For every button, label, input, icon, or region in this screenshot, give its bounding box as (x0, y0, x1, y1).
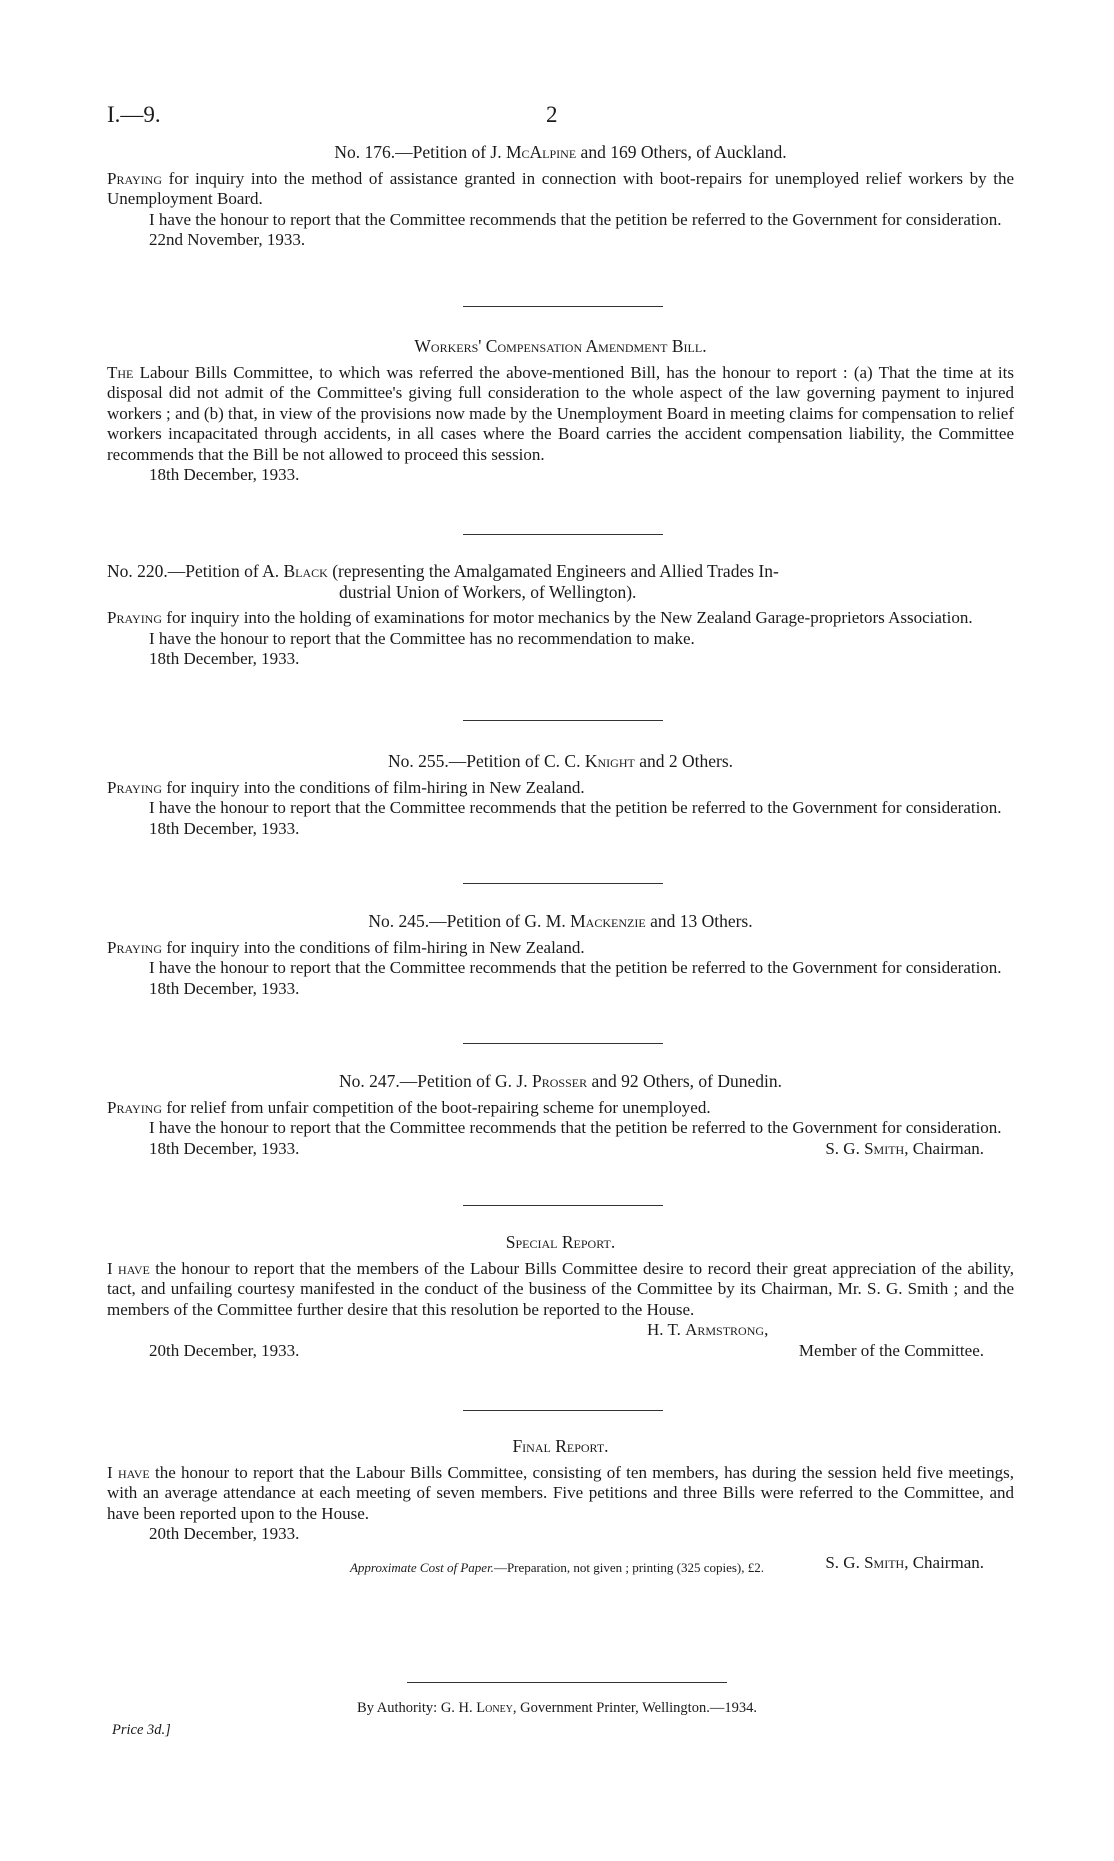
document-code: I.—9. (107, 102, 161, 127)
page-number: 2 (546, 102, 558, 127)
section-title: No. 247.—Petition of G. J. Prosser and 92 Others, of Dunedin. (339, 1071, 782, 1091)
member-signature: H. T. Armstrong, (647, 1320, 769, 1339)
section-divider (463, 883, 663, 884)
report-date: 18th December, 1933. (149, 465, 300, 484)
report-date: 20th December, 1933. (149, 1524, 300, 1543)
section-title: No. 176.—Petition of J. McAlpine and 169 Others, of Auckland. (334, 142, 787, 162)
section-divider (463, 1043, 663, 1044)
report-paragraph: I have the honour to report that the Labour Bills Committee, consisting of ten members, has during the session held five meetings, with an average attendance at each meeting of seven members. Five petitions and three Bills were referred to the Committee, and have been reported upon to the House. (107, 1462, 1014, 1523)
workers-compensation-bill (107, 336, 1014, 486)
report-paragraph: The Labour Bills Committee, to which was referred the above-mentioned Bill, has the honour to report : (a) That the time at its disposal did not admit of the Committee's giving full consideration to the whole aspect of the law governing payment to injured workers ; and (b) that, in view of the provisions now made by the Unemployment Board in meeting claims for compensation to relief workers incapacitated through accidents, in all cases where the Board carries the accident compensation liability, the Committee recommends that the Bill be not allowed to proceed this session. (107, 362, 1014, 464)
praying-paragraph: Praying for relief from unfair competition of the boot-repairing scheme for unemployed. (107, 1097, 711, 1117)
chairman-signature: S. G. Smith, Chairman. (825, 1552, 984, 1572)
report-date: 22nd November, 1933. (149, 230, 306, 249)
report-date: 18th December, 1933. (149, 1138, 300, 1158)
praying-paragraph: Praying for inquiry into the method of assistance granted in connection with boot-repairs for unemployed relief workers by the Unemployment Board. (107, 168, 1014, 208)
printer-authority: By Authority: G. H. Loney, Government Printer, Wellington.—1934. (357, 1700, 757, 1716)
date-signature-row (107, 1139, 1014, 1160)
section-title: No. 220.—Petition of A. Black (representing the Amalgamated Engineers and Allied Trades In- (107, 561, 779, 581)
footer-divider (407, 1682, 727, 1683)
cost-of-paper: Approximate Cost of Paper.—Preparation, not given ; printing (325 copies), £2. (349, 1560, 764, 1575)
chairman-signature: S. G. Smith, Chairman. (825, 1138, 984, 1158)
report-paragraph: I have the honour to report that the Committee recommends that the petition be referred to the Government for consideration. (149, 1118, 1002, 1137)
praying-paragraph: Praying for inquiry into the conditions of film-hiring in New Zealand. (107, 937, 585, 957)
report-date: 18th December, 1933. (149, 649, 300, 668)
section-title-line2: dustrial Union of Workers, of Wellington). (339, 581, 637, 602)
section-title: No. 255.—Petition of C. C. Knight and 2 Others. (387, 751, 734, 771)
section-title: Workers' Compensation Amendment Bill. (414, 336, 707, 356)
petition-220 (107, 561, 1014, 670)
final-report (107, 1436, 1014, 1573)
special-report (107, 1232, 1014, 1361)
praying-paragraph: Praying for inquiry into the conditions of film-hiring in New Zealand. (107, 777, 585, 797)
petition-176 (107, 142, 1014, 251)
report-paragraph: I have the honour to report that the members of the Labour Bills Committee desire to record their great appreciation of the ability, tact, and unfailing courtesy manifested in the conduct of the business of the Committee by its Chairman, Mr. S. G. Smith ; and the members of the Committee further desire that this resolution be reported to the House. (107, 1258, 1014, 1319)
section-title: No. 245.—Petition of G. M. Mackenzie and 13 Others. (368, 911, 753, 931)
report-paragraph: I have the honour to report that the Committee recommends that the petition be referred to the Government for consideration. (149, 958, 1002, 977)
petition-245 (107, 911, 1014, 999)
section-divider (463, 306, 663, 307)
report-paragraph: I have the honour to report that the Committee recommends that the petition be referred to the Government for consideration. (149, 798, 1002, 817)
report-date: 18th December, 1933. (149, 818, 300, 838)
section-divider (463, 534, 663, 535)
report-paragraph: I have the honour to report that the Committee has no recommendation to make. (149, 628, 695, 648)
petition-255 (107, 751, 1014, 839)
report-date: 18th December, 1933. (149, 978, 300, 998)
section-divider (463, 1410, 663, 1411)
member-role: Member of the Committee. (798, 1340, 984, 1360)
section-title: Special Report. (505, 1232, 616, 1252)
section-divider (463, 1205, 663, 1206)
date-role-row (107, 1341, 1014, 1362)
report-date: 20th December, 1933. (149, 1340, 300, 1360)
price: Price 3d.] (112, 1722, 171, 1738)
report-paragraph: I have the honour to report that the Committee recommends that the petition be referred to the Government for consideration. (149, 209, 1002, 229)
section-divider (463, 720, 663, 721)
praying-paragraph: Praying for inquiry into the holding of examinations for motor mechanics by the New Zealand Garage-proprietors Association. (107, 608, 973, 627)
petition-247 (107, 1071, 1014, 1159)
section-title: Final Report. (512, 1436, 609, 1456)
